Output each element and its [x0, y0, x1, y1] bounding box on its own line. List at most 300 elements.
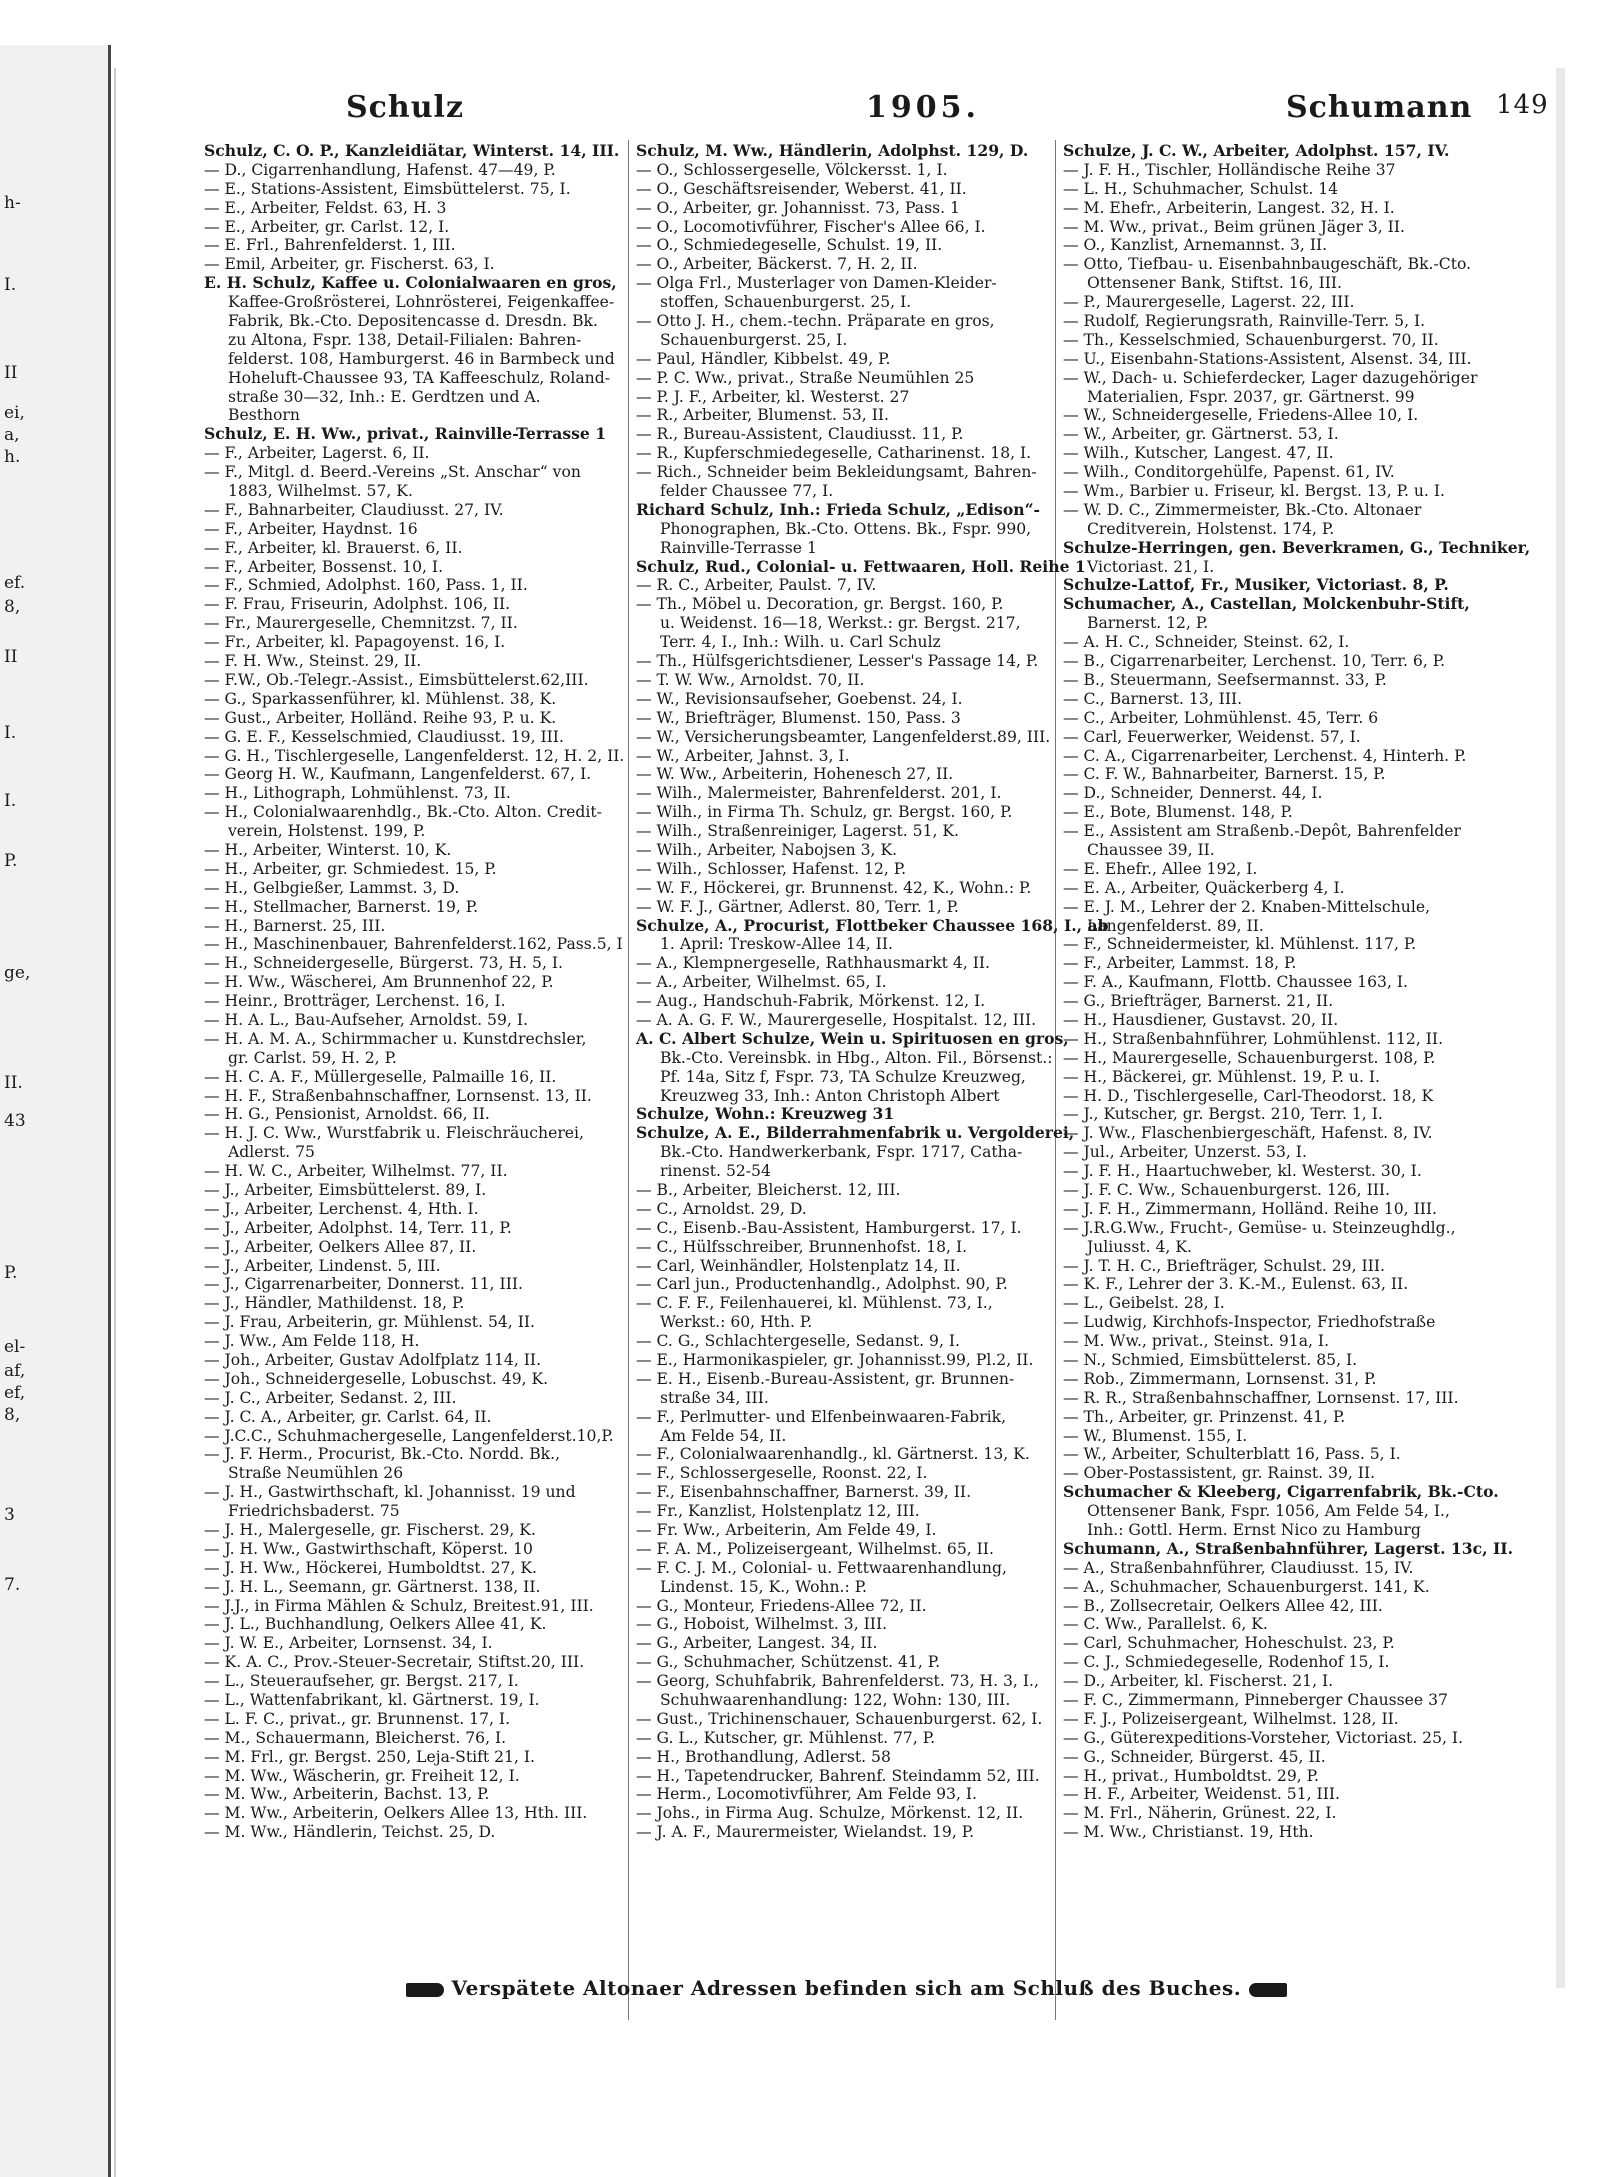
margin-fragment: I. — [4, 791, 17, 811]
directory-entry-line: Schuhwaarenhandlung: 122, Wohn: 130, III. — [660, 1691, 1011, 1710]
directory-entry-line: Barnerst. 12, P. — [1087, 614, 1209, 633]
directory-entry-line: — L., Geibelst. 28, I. — [1063, 1294, 1225, 1313]
directory-entry-line: — J. L., Buchhandlung, Oelkers Allee 41, K. — [204, 1615, 547, 1634]
directory-entry-line: — H., Maurergeselle, Schauenburgerst. 108, P. — [1063, 1048, 1436, 1067]
margin-fragment: 8, — [4, 597, 21, 617]
directory-entry-line: gr. Carlst. 59, H. 2, P. — [228, 1048, 397, 1067]
directory-entry-line: rinenst. 52-54 — [660, 1162, 771, 1181]
directory-entry-line: — W., Arbeiter, Schulterblatt 16, Pass. 5, I. — [1063, 1445, 1401, 1464]
header-right-name: Schumann — [1286, 90, 1473, 125]
directory-entry-line: — P. C. Ww., privat., Straße Neumühlen 25 — [636, 368, 975, 387]
pointing-hand-icon — [1249, 1983, 1287, 1997]
directory-entry-line: — Th., Hülfsgerichtsdiener, Lesser's Passage 14, P. — [636, 652, 1039, 671]
directory-entry-line: — Georg, Schuhfabrik, Bahrenfelderst. 73, H. 3, I., — [636, 1672, 1039, 1691]
directory-entry-line: — H., Brothandlung, Adlerst. 58 — [636, 1747, 891, 1766]
directory-entry-line: — Ober-Postassistent, gr. Rainst. 39, II. — [1063, 1464, 1376, 1483]
directory-entry-line: — J., Kutscher, gr. Bergst. 210, Terr. 1, I. — [1063, 1105, 1383, 1124]
directory-entry-line: — E. A., Arbeiter, Quäckerberg 4, I. — [1063, 878, 1345, 897]
directory-entry-line: — F., Schneidermeister, kl. Mühlenst. 117, P. — [1063, 935, 1417, 954]
directory-entry-line: — J. H. Ww., Höckerei, Humboldtst. 27, K. — [204, 1558, 537, 1577]
directory-entry-line: — M. Frl., Näherin, Grünest. 22, I. — [1063, 1804, 1337, 1823]
directory-entry-line: — F. A., Kaufmann, Flottb. Chaussee 163, I. — [1063, 973, 1408, 992]
directory-entry-line: — J. H., Gastwirthschaft, kl. Johannisst. 19 und — [204, 1483, 576, 1502]
directory-entry-line: — G., Arbeiter, Langest. 34, II. — [636, 1634, 878, 1653]
directory-entry-line: Schauenburgerst. 25, I. — [660, 330, 848, 349]
directory-entry-line: A. C. Albert Schulze, Wein u. Spirituosen en gros, — [636, 1028, 1069, 1048]
directory-entry-line: — O., Arbeiter, Bäckerst. 7, H. 2, II. — [636, 255, 918, 274]
directory-entry-line: Langenfelderst. 89, II. — [1087, 916, 1264, 935]
directory-entry-line: — F. J., Polizeisergeant, Wilhelmst. 128, II. — [1063, 1709, 1399, 1728]
directory-entry-line: — C., Eisenb.-Bau-Assistent, Hamburgerst. 17, I. — [636, 1218, 1022, 1237]
directory-entry-line: Schulze, Wohn.: Kreuzweg 31 — [636, 1104, 895, 1124]
directory-entry-line: — N., Schmied, Eimsbüttelerst. 85, I. — [1063, 1351, 1358, 1369]
directory-entry-line: Richard Schulz, Inh.: Frieda Schulz, „Edison“- — [636, 499, 1041, 519]
margin-fragment: af, — [4, 1361, 26, 1381]
directory-entry-line: — F.W., Ob.-Telegr.-Assist., Eimsbüttelerst.62,III. — [204, 670, 589, 689]
directory-entry-line: — O., Arbeiter, gr. Johannisst. 73, Pass. 1 — [636, 198, 960, 217]
directory-entry-line: — J. A. F., Maurermeister, Wielandst. 19, P. — [636, 1823, 975, 1842]
directory-entry-line: — W., Versicherungsbeamter, Langenfelderst.89, III. — [636, 727, 1051, 746]
directory-entry-line: Schulze-Herringen, gen. Beverkramen, G., Techniker, — [1063, 537, 1531, 557]
directory-entry-line: — Joh., Arbeiter, Gustav Adolfplatz 114, II. — [204, 1351, 542, 1369]
directory-entry-line: — C., Barnerst. 13, III. — [1063, 689, 1243, 708]
directory-entry-line: — J., Arbeiter, Eimsbüttelerst. 89, I. — [204, 1180, 487, 1199]
directory-entry-line: — F. H. Ww., Steinst. 29, II. — [204, 652, 422, 671]
directory-entry-line: — C. A., Cigarrenarbeiter, Lerchenst. 4, Hinterh. P. — [1063, 746, 1467, 765]
margin-fragment: II. — [4, 1073, 23, 1093]
directory-entry-line: — Aug., Handschuh-Fabrik, Mörkenst. 12, I. — [636, 992, 986, 1011]
directory-entry-line: — R., Kupferschmiedegeselle, Catharinenst. 18, I. — [636, 444, 1032, 463]
directory-entry-line: — Gust., Arbeiter, Holländ. Reihe 93, P. u. K. — [204, 708, 557, 727]
directory-entry-line: Schulz, Rud., Colonial- u. Fettwaaren, Holl. Reihe 1 — [636, 556, 1086, 576]
directory-entry-line: — F., Schmied, Adolphst. 160, Pass. 1, II. — [204, 576, 528, 595]
directory-entry-line: — J. H., Malergeselle, gr. Fischerst. 29, K. — [204, 1521, 536, 1540]
directory-entry-line: — A. H. C., Schneider, Steinst. 62, I. — [1063, 633, 1350, 652]
directory-entry-line: — J. Ww., Am Felde 118, H. — [204, 1332, 420, 1351]
directory-entry-line: Schumacher, A., Castellan, Molckenbuhr-Stift, — [1063, 594, 1470, 614]
directory-entry-line: — E. J. M., Lehrer der 2. Knaben-Mittelschule, — [1063, 897, 1431, 916]
directory-entry-line: — G., Sparkassenführer, kl. Mühlenst. 38, K. — [204, 689, 557, 708]
directory-entry-line: — E., Arbeiter, gr. Carlst. 12, I. — [204, 217, 450, 236]
directory-entry-line: — H., Stellmacher, Barnerst. 19, P. — [204, 897, 479, 916]
directory-entry-line: Bk.-Cto. Handwerkerbank, Fspr. 1717, Catha- — [660, 1143, 1023, 1162]
directory-entry-line: Victoriast. 21, I. — [1087, 557, 1215, 576]
directory-entry-line: — C. J., Schmiedegeselle, Rodenhof 15, I. — [1063, 1653, 1390, 1672]
directory-entry-line: — A., Straßenbahnführer, Claudiusst. 15, IV. — [1063, 1558, 1414, 1577]
margin-fragment: 43 — [4, 1111, 26, 1131]
directory-entry-line: — Joh., Schneidergeselle, Lobuschst. 49, K. — [204, 1369, 549, 1388]
directory-entry-line: — O., Geschäftsreisender, Weberst. 41, II. — [636, 179, 967, 198]
directory-entry-line: — C. F. W., Bahnarbeiter, Barnerst. 15, P. — [1063, 765, 1386, 784]
directory-entry-line: Schulze, A., Procurist, Flottbeker Chaussee 168, I., ab — [636, 915, 1109, 935]
directory-entry-line: — C., Hülfsschreiber, Brunnenhofst. 18, I. — [636, 1237, 968, 1256]
directory-entry-line: E. H. Schulz, Kaffee u. Colonialwaaren en gros, — [204, 273, 617, 293]
directory-entry-line: — H., Hausdiener, Gustavst. 20, II. — [1063, 1010, 1339, 1029]
directory-entry-line: — F. A. M., Polizeisergeant, Wilhelmst. 65, II. — [636, 1539, 994, 1558]
directory-entry-line: — G., Briefträger, Barnerst. 21, II. — [1063, 992, 1334, 1011]
directory-entry-line: — H. F., Arbeiter, Weidenst. 51, III. — [1063, 1785, 1340, 1804]
directory-entry-line: — M. Ww., privat., Steinst. 91a, I. — [1063, 1332, 1330, 1351]
margin-fragment: II — [4, 647, 18, 667]
directory-entry-line: Terr. 4, I., Inh.: Wilh. u. Carl Schulz — [660, 633, 941, 652]
directory-entry-line: — C. F. F., Feilenhauerei, kl. Mühlenst. 73, I., — [636, 1294, 993, 1313]
directory-entry-line: — W. D. C., Zimmermeister, Bk.-Cto. Altonaer — [1063, 500, 1422, 519]
directory-entry-line: — H., Gelbgießer, Lammst. 3, D. — [204, 878, 460, 897]
directory-entry-line: Straße Neumühlen 26 — [228, 1464, 404, 1483]
directory-page — [114, 68, 1556, 2177]
footer-notice — [406, 1976, 1306, 2008]
directory-entry-line: — F., Eisenbahnschaffner, Barnerst. 39, II. — [636, 1483, 972, 1502]
previous-page-strip — [0, 45, 111, 2177]
directory-entry-line: — E., Stations-Assistent, Eimsbüttelerst. 75, I. — [204, 179, 571, 198]
directory-entry-line: — L., Wattenfabrikant, kl. Gärtnerst. 19, I. — [204, 1691, 540, 1710]
directory-entry-line: — H., Barnerst. 25, III. — [204, 916, 386, 935]
directory-entry-line: Schulz, C. O. P., Kanzleidiätar, Winterst. 14, III. — [204, 141, 620, 160]
directory-entry-line: — W. Ww., Arbeiterin, Hohenesch 27, II. — [636, 765, 954, 784]
margin-fragment: h. — [4, 447, 21, 467]
directory-entry-line: — H., Arbeiter, Winterst. 10, K. — [204, 840, 452, 859]
directory-entry-line: — Fr. Ww., Arbeiterin, Am Felde 49, I. — [636, 1521, 937, 1540]
directory-entry-line: — Fr., Arbeiter, kl. Papagoyenst. 16, I. — [204, 633, 506, 652]
directory-entry-line: — H., Arbeiter, gr. Schmiedest. 15, P. — [204, 859, 497, 878]
directory-entry-line: — M. Ww., Arbeiterin, Bachst. 13, P. — [204, 1785, 490, 1804]
directory-entry-line: — W. F., Höckerei, gr. Brunnenst. 42, K., Wohn.: P. — [636, 878, 1032, 897]
margin-fragment: I. — [4, 275, 17, 295]
directory-entry-line: — G. L., Kutscher, gr. Mühlenst. 77, P. — [636, 1728, 936, 1747]
directory-entry-line: — Gust., Trichinenschauer, Schauenburgerst. 62, I. — [636, 1709, 1043, 1728]
directory-entry-line: — J. F. H., Haartuchweber, kl. Westerst. 30, I. — [1063, 1162, 1422, 1181]
directory-entry-line: — Emil, Arbeiter, gr. Fischerst. 63, I. — [204, 255, 495, 274]
directory-entry-line: — Wilh., in Firma Th. Schulz, gr. Bergst. 160, P. — [636, 803, 1013, 822]
directory-entry-line: — H. J. C. Ww., Wurstfabrik u. Fleischräucherei, — [204, 1124, 584, 1143]
footer-text: Verspätete Altonaer Adressen befinden sich am Schluß des Buches. — [451, 1976, 1242, 2000]
directory-entry-line: — R. C., Arbeiter, Paulst. 7, IV. — [636, 576, 877, 595]
directory-entry-line: — M. Ehefr., Arbeiterin, Langest. 32, H. I. — [1063, 198, 1395, 217]
directory-entry-line: — Heinr., Brotträger, Lerchenst. 16, I. — [204, 992, 506, 1011]
directory-entry-line: Chaussee 39, II. — [1087, 840, 1215, 859]
directory-entry-line: — O., Schmiedegeselle, Schulst. 19, II. — [636, 236, 943, 255]
directory-entry-line: — M., Schauermann, Bleicherst. 76, I. — [204, 1728, 507, 1747]
directory-entry-line: — G., Schneider, Bürgerst. 45, II. — [1063, 1747, 1326, 1766]
directory-entry-line: — M. Ww., Händlerin, Teichst. 25, D. — [204, 1823, 496, 1842]
directory-entry-line: — P., Maurergeselle, Lagerst. 22, III. — [1063, 293, 1355, 312]
directory-entry-line: — L. F. C., privat., gr. Brunnenst. 17, I. — [204, 1709, 511, 1728]
directory-entry-line: Phonographen, Bk.-Cto. Ottens. Bk., Fspr. 990, — [660, 519, 1032, 538]
directory-entry-line: — Johs., in Firma Aug. Schulze, Mörkenst. 12, II. — [636, 1804, 1024, 1823]
directory-entry-line: — W., Arbeiter, Jahnst. 3, I. — [636, 746, 850, 765]
directory-entry-line: — W., Revisionsaufseher, Goebenst. 24, I. — [636, 689, 963, 708]
directory-entry-line: — F., Arbeiter, Bossenst. 10, I. — [204, 557, 444, 576]
directory-entry-line: — G., Güterexpeditions-Vorsteher, Victoriast. 25, I. — [1063, 1728, 1464, 1747]
directory-entry-line: — F., Colonialwaarenhandlg., kl. Gärtnerst. 13, K. — [636, 1445, 1030, 1464]
directory-entry-line: — E. Frl., Bahrenfelderst. 1, III. — [204, 236, 456, 255]
directory-entry-line: — Carl jun., Productenhandlg., Adolphst. 90, P. — [636, 1275, 1008, 1294]
margin-fragment: ge, — [4, 963, 31, 983]
margin-fragment: 7. — [4, 1575, 21, 1595]
directory-entry-line: — H. W. C., Arbeiter, Wilhelmst. 77, II. — [204, 1162, 508, 1181]
directory-entry-line: — E., Arbeiter, Feldst. 63, H. 3 — [204, 198, 447, 217]
directory-entry-line: Creditverein, Holstenst. 174, P. — [1087, 519, 1335, 538]
directory-entry-line: — H., Schneidergeselle, Bürgerst. 73, H. 5, I. — [204, 954, 563, 973]
directory-entry-line: — W., Arbeiter, gr. Gärtnerst. 53, I. — [1063, 425, 1339, 444]
directory-entry-line: — H., Tapetendrucker, Bahrenf. Steindamm 52, III. — [636, 1766, 1040, 1785]
directory-entry-line: zu Altona, Fspr. 138, Detail-Filialen: Bahren- — [228, 330, 582, 349]
margin-fragment: II — [4, 363, 18, 383]
directory-entry-line: — W., Blumenst. 155, I. — [1063, 1426, 1248, 1445]
directory-entry-line: — B., Zollsecretair, Oelkers Allee 42, III. — [1063, 1596, 1383, 1615]
margin-fragment: 8, — [4, 1405, 21, 1425]
directory-entry-line: — F., Arbeiter, Lagerst. 6, II. — [204, 444, 430, 463]
directory-entry-line: — R., Bureau-Assistent, Claudiusst. 11, P. — [636, 425, 964, 444]
directory-entry-line: — E. Ehefr., Allee 192, I. — [1063, 859, 1258, 878]
directory-entry-line: — G., Hoboist, Wilhelmst. 3, III. — [636, 1615, 888, 1634]
directory-entry-line: — A., Klempnergeselle, Rathhausmarkt 4, II. — [636, 954, 991, 973]
directory-entry-line: — O., Schlossergeselle, Völckersst. 1, I. — [636, 160, 948, 179]
margin-fragment: P. — [4, 851, 18, 871]
directory-entry-line: 1883, Wilhelmst. 57, K. — [228, 482, 413, 501]
directory-entry-line: — H. A. L., Bau-Aufseher, Arnoldst. 59, I. — [204, 1010, 528, 1029]
directory-entry-line: Ottensener Bank, Stiftst. 16, III. — [1087, 274, 1343, 293]
directory-entry-line: Kaffee-Großrösterei, Lohnrösterei, Feigenkaffee- — [228, 293, 615, 312]
directory-entry-line: — T. W. Ww., Arnoldst. 70, II. — [636, 670, 865, 689]
directory-entry-line: — J. H. Ww., Gastwirthschaft, Köperst. 10 — [204, 1539, 533, 1558]
directory-entry-line: — Olga Frl., Musterlager von Damen-Kleider- — [636, 274, 997, 293]
directory-entry-line: — A., Arbeiter, Wilhelmst. 65, I. — [636, 973, 887, 992]
directory-entry-line: — J. F. C. Ww., Schauenburgerst. 126, III. — [1063, 1180, 1391, 1199]
directory-entry-line: — Wilh., Conditorgehülfe, Papenst. 61, IV. — [1063, 463, 1395, 482]
directory-entry-line: Schumann, A., Straßenbahnführer, Lagerst. 13c, II. — [1063, 1538, 1514, 1558]
directory-entry-line: — Th., Möbel u. Decoration, gr. Bergst. 160, P. — [636, 595, 1004, 614]
directory-entry-line: — E., Assistent am Straßenb.-Depôt, Bahrenfelder — [1063, 822, 1461, 841]
directory-entry-line: — Fr., Kanzlist, Holstenplatz 12, III. — [636, 1502, 920, 1521]
directory-entry-line: — W., Schneidergeselle, Friedens-Allee 10, I. — [1063, 406, 1419, 425]
directory-entry-line: — H., privat., Humboldtst. 29, P. — [1063, 1766, 1319, 1785]
column-2 — [636, 141, 1109, 1842]
directory-entry-line: — Wilh., Arbeiter, Nabojsen 3, K. — [636, 840, 898, 859]
directory-entry-line: — C. G., Schlachtergeselle, Sedanst. 9, I. — [636, 1332, 961, 1351]
directory-entry-line: — K. F., Lehrer der 3. K.-M., Eulenst. 63, II. — [1063, 1275, 1409, 1294]
directory-entry-line: — H., Lithograph, Lohmühlenst. 73, II. — [204, 784, 511, 803]
directory-entry-line: Hoheluft-Chaussee 93, TA Kaffeeschulz, Roland- — [228, 368, 610, 387]
directory-entry-line: Schulz, M. Ww., Händlerin, Adolphst. 129, D. — [636, 141, 1029, 160]
directory-entry-line: u. Weidenst. 16—18, Werkst.: gr. Bergst. 217, — [660, 614, 1021, 633]
margin-fragment: I. — [4, 723, 17, 743]
pointing-hand-icon — [406, 1983, 444, 1997]
directory-entry-line: felder Chaussee 77, I. — [660, 482, 834, 501]
directory-entry-line: Pf. 14a, Sitz f, Fspr. 73, TA Schulze Kreuzweg, — [660, 1067, 1026, 1086]
directory-entry-line: — J. F. H., Tischler, Holländische Reihe 37 — [1063, 160, 1396, 179]
directory-entry-line: Schumacher & Kleeberg, Cigarrenfabrik, Bk.-Cto. — [1063, 1482, 1499, 1502]
directory-entry-line: — J. H. L., Seemann, gr. Gärtnerst. 138, II. — [204, 1577, 541, 1596]
directory-entry-line: — K. A. C., Prov.-Steuer-Secretair, Stiftst.20, III. — [204, 1653, 585, 1672]
directory-entry-line: — L. H., Schuhmacher, Schulst. 14 — [1063, 179, 1339, 198]
margin-fragment: a, — [4, 425, 20, 445]
directory-entry-line: — J., Arbeiter, Oelkers Allee 87, II. — [204, 1237, 477, 1256]
directory-entry-line: — R. R., Straßenbahnschaffner, Lornsenst. 17, III. — [1063, 1388, 1459, 1407]
directory-entry-line: — O., Kanzlist, Arnemannst. 3, II. — [1063, 236, 1328, 255]
directory-entry-line: — Otto, Tiefbau- u. Eisenbahnbaugeschäft, Bk.-Cto. — [1063, 255, 1472, 274]
directory-entry-line: — F. C. J. M., Colonial- u. Fettwaarenhandlung, — [636, 1558, 1007, 1577]
directory-entry-line: — H. Ww., Wäscherei, Am Brunnenhof 22, P. — [204, 973, 554, 992]
header-left-name: Schulz — [346, 90, 464, 125]
directory-entry-line: — E., Bote, Blumenst. 148, P. — [1063, 803, 1293, 822]
directory-entry-line: — D., Cigarrenhandlung, Hafenst. 47—49, P. — [204, 160, 556, 179]
directory-entry-line: — H. D., Tischlergeselle, Carl-Theodorst. 18, K — [1063, 1086, 1434, 1105]
directory-entry-line: — Rudolf, Regierungsrath, Rainville-Terr. 5, I. — [1063, 312, 1426, 331]
directory-entry-line: — W., Briefträger, Blumenst. 150, Pass. 3 — [636, 708, 961, 727]
directory-entry-line: Inh.: Gottl. Herm. Ernst Nico zu Hamburg — [1087, 1521, 1421, 1540]
directory-entry-line: Fabrik, Bk.-Cto. Depositencasse d. Dresdn. Bk. — [228, 312, 598, 331]
directory-entry-line: — Wm., Barbier u. Friseur, kl. Bergst. 13, P. u. I. — [1063, 482, 1445, 501]
directory-entry-line: — C., Arbeiter, Lohmühlenst. 45, Terr. 6 — [1063, 708, 1379, 727]
directory-entry-line: — J., Arbeiter, Lerchenst. 4, Hth. I. — [204, 1199, 479, 1218]
directory-entry-line: Ottensener Bank, Fspr. 1056, Am Felde 54, I., — [1087, 1502, 1450, 1521]
directory-entry-line: verein, Holstenst. 199, P. — [228, 822, 426, 841]
directory-entry-line: — J.J., in Firma Mählen & Schulz, Breitest.91, III. — [204, 1596, 594, 1615]
directory-entry-line: Kreuzweg 33, Inh.: Anton Christoph Albert — [660, 1086, 1000, 1105]
directory-entry-line: — M. Ww., privat., Beim grünen Jäger 3, II. — [1063, 217, 1405, 236]
directory-entry-line: — M. Ww., Arbeiterin, Oelkers Allee 13, Hth. III. — [204, 1804, 588, 1823]
directory-entry-line: — M. Ww., Wäscherin, gr. Freiheit 12, I. — [204, 1766, 520, 1785]
directory-entry-line: — M. Ww., Christianst. 19, Hth. — [1063, 1823, 1314, 1842]
directory-entry-line: — P. J. F., Arbeiter, kl. Westerst. 27 — [636, 387, 910, 406]
directory-entry-line: — H., Bäckerei, gr. Mühlenst. 19, P. u. I. — [1063, 1067, 1380, 1086]
directory-entry-line: — F., Arbeiter, Lammst. 18, P. — [1063, 954, 1297, 973]
directory-entry-line: — L., Steueraufseher, gr. Bergst. 217, I. — [204, 1672, 519, 1691]
directory-entry-line: Werkst.: 60, Hth. P. — [660, 1313, 813, 1332]
directory-entry-line: — W., Dach- u. Schieferdecker, Lager dazugehöriger — [1063, 368, 1478, 387]
directory-entry-line: — Th., Arbeiter, gr. Prinzenst. 41, P. — [1063, 1407, 1346, 1426]
margin-fragment: el- — [4, 1337, 26, 1357]
directory-entry-line: — Carl, Schuhmacher, Hoheschulst. 23, P. — [1063, 1634, 1395, 1653]
directory-entry-line: — F., Arbeiter, kl. Brauerst. 6, II. — [204, 538, 463, 557]
directory-entry-line: — J.R.G.Ww., Frucht-, Gemüse- u. Steinzeughdlg., — [1063, 1218, 1456, 1237]
directory-entry-line: — H. G., Pensionist, Arnoldst. 66, II. — [204, 1105, 490, 1124]
directory-entry-line: — H., Colonialwaarenhdlg., Bk.-Cto. Alton. Credit- — [204, 803, 602, 822]
directory-entry-line: — Rob., Zimmermann, Lornsenst. 31, P. — [1063, 1369, 1377, 1388]
directory-entry-line: Schulze, J. C. W., Arbeiter, Adolphst. 157, IV. — [1063, 141, 1450, 160]
directory-entry-line: — H., Straßenbahnführer, Lohmühlenst. 112, II. — [1063, 1029, 1444, 1048]
directory-entry-line: — J., Arbeiter, Adolphst. 14, Terr. 11, P. — [204, 1218, 512, 1237]
directory-entry-line: — A. A. G. F. W., Maurergeselle, Hospitalst. 12, III. — [636, 1010, 1037, 1029]
directory-entry-line: — A., Schuhmacher, Schauenburgerst. 141, K. — [1063, 1577, 1430, 1596]
margin-fragment: P. — [4, 1263, 18, 1283]
directory-entry-line: — F. C., Zimmermann, Pinneberger Chaussee 37 — [1063, 1691, 1448, 1710]
directory-entry-line: — C. Ww., Parallelst. 6, K. — [1063, 1615, 1268, 1634]
directory-entry-line: — Herm., Locomotivführer, Am Felde 93, I. — [636, 1785, 978, 1804]
directory-entry-line: — J., Arbeiter, Lindenst. 5, III. — [204, 1256, 441, 1275]
directory-entry-line: — B., Steuermann, Seefsermannst. 33, P. — [1063, 670, 1387, 689]
directory-entry-line: — Wilh., Schlosser, Hafenst. 12, P. — [636, 859, 907, 878]
directory-entry-line: — E., Harmonikaspieler, gr. Johannisst.99, Pl.2, II. — [636, 1351, 1034, 1369]
directory-entry-line: — O., Locomotivführer, Fischer's Allee 66, I. — [636, 217, 986, 236]
directory-entry-line: — Jul., Arbeiter, Unzerst. 53, I. — [1063, 1143, 1307, 1162]
directory-entry-line: — Carl, Feuerwerker, Weidenst. 57, I. — [1063, 727, 1361, 746]
directory-entry-line: — G. H., Tischlergeselle, Langenfelderst. 12, H. 2, II. — [204, 746, 625, 765]
margin-fragment: ef. — [4, 573, 26, 593]
column-3 — [1063, 141, 1531, 1842]
directory-entry-line: — J. F. Herm., Procurist, Bk.-Cto. Nordd. Bk., — [204, 1445, 561, 1464]
directory-entry-line: Bk.-Cto. Vereinsbk. in Hbg., Alton. Fil., Börsenst.: — [660, 1048, 1053, 1067]
directory-entry-line: — H. C. A. F., Müllergeselle, Palmaille 16, II. — [204, 1067, 557, 1086]
directory-entry-line: 1. April: Treskow-Allee 14, II. — [660, 935, 893, 954]
directory-entry-line: — E. H., Eisenb.-Bureau-Assistent, gr. Brunnen- — [636, 1369, 1015, 1388]
directory-entry-line: — U., Eisenbahn-Stations-Assistent, Alsenst. 34, III. — [1063, 349, 1472, 368]
directory-entry-line: Lindenst. 15, K., Wohn.: P. — [660, 1577, 867, 1596]
directory-entry-line: straße 30—32, Inh.: E. Gerdtzen und A. — [228, 387, 541, 406]
directory-entry-line: — Carl, Weinhändler, Holstenplatz 14, II. — [636, 1256, 961, 1275]
directory-entry-line: — M. Frl., gr. Bergst. 250, Leja-Stift 21, I. — [204, 1747, 535, 1766]
directory-entry-line: — G., Monteur, Friedens-Allee 72, II. — [636, 1596, 927, 1615]
directory-entry-line: — R., Arbeiter, Blumenst. 53, II. — [636, 406, 889, 425]
directory-entry-line: — F. Frau, Friseurin, Adolphst. 106, II. — [204, 595, 511, 614]
directory-entry-line: — F., Schlossergeselle, Roonst. 22, I. — [636, 1464, 928, 1483]
page-number: 149 — [1496, 90, 1549, 120]
directory-entry-line: felderst. 108, Hamburgerst. 46 in Barmbeck und — [228, 349, 615, 368]
directory-entry-line: — Fr., Maurergeselle, Chemnitzst. 7, II. — [204, 614, 518, 633]
directory-entry-line: — Wilh., Kutscher, Langest. 47, II. — [1063, 444, 1334, 463]
directory-entry-line: straße 34, III. — [660, 1388, 769, 1407]
directory-entry-line: — J.C.C., Schuhmachergeselle, Langenfelderst.10,P. — [204, 1426, 614, 1445]
directory-entry-line: — F., Arbeiter, Haydnst. 16 — [204, 519, 418, 538]
directory-entry-line: — H. A. M. A., Schirmmacher u. Kunstdrechsler, — [204, 1029, 587, 1048]
directory-entry-line: — G., Schuhmacher, Schützenst. 41, P. — [636, 1653, 941, 1672]
directory-entry-line: — D., Schneider, Dennerst. 44, I. — [1063, 784, 1323, 803]
directory-entry-line: — W. F. J., Gärtner, Adlerst. 80, Terr. 1, P. — [636, 897, 959, 916]
directory-entry-line: — F., Bahnarbeiter, Claudiusst. 27, IV. — [204, 500, 504, 519]
directory-entry-line: — H. F., Straßenbahnschaffner, Lornsenst. 13, II. — [204, 1086, 592, 1105]
directory-entry-line: Rainville-Terrasse 1 — [660, 538, 817, 557]
directory-entry-line: — Georg H. W., Kaufmann, Langenfelderst. 67, I. — [204, 765, 592, 784]
directory-entry-line: — D., Arbeiter, kl. Fischerst. 21, I. — [1063, 1672, 1334, 1691]
page-header — [206, 90, 1549, 136]
directory-entry-line: — B., Arbeiter, Bleicherst. 12, III. — [636, 1180, 901, 1199]
directory-entry-line: — Th., Kesselschmied, Schauenburgerst. 70, II. — [1063, 330, 1439, 349]
directory-entry-line: stoffen, Schauenburgerst. 25, I. — [660, 293, 912, 312]
directory-entry-line: — J. C. A., Arbeiter, gr. Carlst. 64, II. — [204, 1407, 492, 1426]
directory-entry-line: — Otto J. H., chem.-techn. Präparate en gros, — [636, 312, 995, 331]
directory-entry-line: — G. E. F., Kesselschmied, Claudiusst. 19, III. — [204, 727, 564, 746]
column-1 — [204, 142, 629, 1842]
directory-entry-line: Schulze-Lattof, Fr., Musiker, Victoriast. 8, P. — [1063, 575, 1449, 595]
directory-entry-line: — Wilh., Straßenreiniger, Lagerst. 51, K. — [636, 822, 960, 841]
directory-entry-line: Adlerst. 75 — [228, 1143, 315, 1162]
directory-entry-line: — J. Frau, Arbeiterin, gr. Mühlenst. 54, II. — [204, 1313, 536, 1332]
directory-entry-line: — F., Mitgl. d. Beerd.-Vereins „St. Anschar“ von — [204, 463, 581, 482]
directory-entry-line: Friedrichsbaderst. 75 — [228, 1502, 400, 1521]
directory-entry-line: — B., Cigarrenarbeiter, Lerchenst. 10, Terr. 6, P. — [1063, 652, 1446, 671]
directory-entry-line: Am Felde 54, II. — [660, 1426, 787, 1445]
directory-entry-line: Besthorn — [228, 406, 300, 425]
directory-entry-line: — F., Perlmutter- und Elfenbeinwaaren-Fabrik, — [636, 1407, 1007, 1426]
directory-entry-line: Juliusst. 4, K. — [1087, 1237, 1192, 1256]
margin-fragment: ef, — [4, 1383, 26, 1403]
directory-entry-line: — J., Cigarrenarbeiter, Donnerst. 11, III. — [204, 1275, 523, 1294]
directory-entry-line: — Ludwig, Kirchhofs-Inspector, Friedhofstraße — [1063, 1313, 1436, 1332]
directory-entry-line: — J., Händler, Mathildenst. 18, P. — [204, 1294, 465, 1313]
directory-entry-line: — Rich., Schneider beim Bekleidungsamt, Bahren- — [636, 463, 1037, 482]
directory-entry-line: — J. W. E., Arbeiter, Lornsenst. 34, I. — [204, 1634, 493, 1653]
directory-entry-line: — J. F. H., Zimmermann, Holländ. Reihe 10, III. — [1063, 1199, 1438, 1218]
header-year: 1905. — [866, 90, 980, 125]
margin-fragment: ei, — [4, 403, 25, 423]
directory-entry-line: — Wilh., Malermeister, Bahrenfelderst. 201, I. — [636, 784, 1002, 803]
directory-entry-line: Schulze, A. E., Bilderrahmenfabrik u. Vergolderei, — [636, 1123, 1075, 1143]
margin-fragment: 3 — [4, 1505, 15, 1525]
directory-entry-line: Schulz, E. H. Ww., privat., Rainville-Terrasse 1 — [204, 424, 607, 444]
directory-entry-line: — J. C., Arbeiter, Sedanst. 2, III. — [204, 1388, 457, 1407]
directory-entry-line: — H., Maschinenbauer, Bahrenfelderst.162, Pass.5, I — [204, 935, 623, 954]
